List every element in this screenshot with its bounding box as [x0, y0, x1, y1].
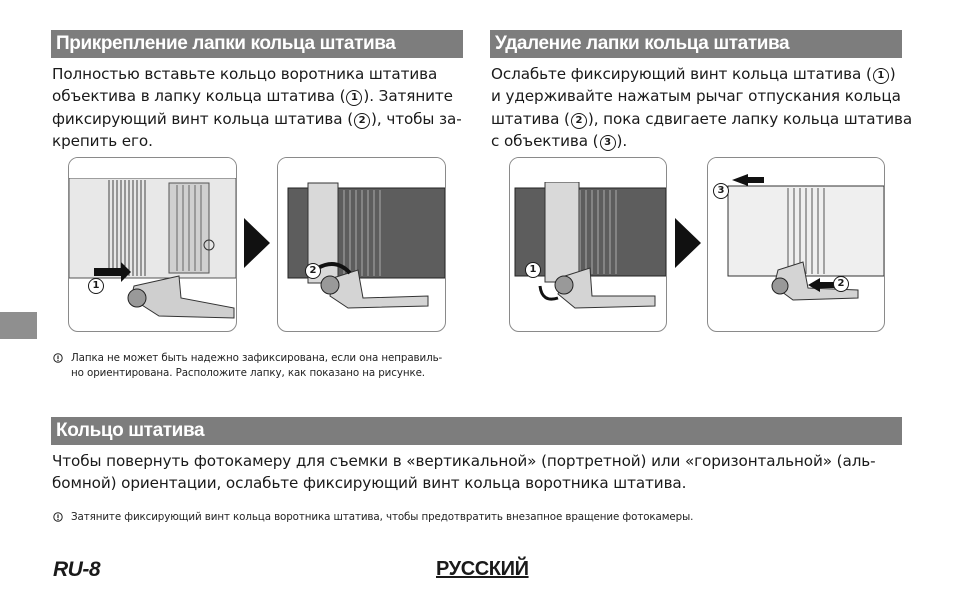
paragraph-line: Чтобы повернуть фотокамеру для съемки в «вертикальной» (портретной) или «горизонтальной» (аль- [52, 452, 876, 470]
inline-callout-number: 2 [354, 113, 370, 129]
paragraph-line: Полностью вставьте кольцо воротника штатива [52, 65, 438, 83]
inline-callout-number: 2 [571, 113, 587, 129]
inline-callout-number: 1 [346, 90, 362, 106]
callout-1: 1 [525, 262, 541, 278]
section-heading-ring: Кольцо штатива [51, 417, 902, 445]
lens-illustration-loosen [510, 158, 666, 331]
callout-3: 3 [713, 183, 729, 199]
note-line: Лапка не может быть надежно зафиксирована, если она неправиль- [71, 352, 443, 364]
caution-icon [53, 353, 63, 363]
caution-icon [53, 512, 63, 522]
note-ring [53, 510, 903, 526]
language-label: РУССКИЙ [436, 558, 529, 580]
paragraph-line: фиксирующий винт кольца штатива ( 2 ), чтобы за- [52, 109, 462, 128]
paragraph-line: и удерживайте нажатым рычаг отпускания кольца [491, 87, 901, 106]
callout-2: 2 [833, 276, 849, 292]
paragraph-line: объектива в лапку кольца штатива ( 1 ). Затяните [52, 87, 453, 106]
paragraph-line: бомной) ориентации, ослабьте фиксирующий винт кольца воротника штатива. [52, 474, 687, 493]
callout-1: 1 [88, 278, 104, 294]
paragraph-ring [52, 450, 902, 495]
paragraph-line: штатива ( 2 ), пока сдвигаете лапку кольца штатива [491, 109, 913, 128]
paragraph-attach [52, 63, 462, 153]
note-attach [53, 351, 473, 383]
page-number: RU-8 [53, 558, 101, 581]
figure-loosen-screw [509, 157, 667, 332]
paragraph-line: Ослабьте фиксирующий винт кольца штатива ( 1 ) [491, 65, 896, 83]
arrow-next-step-1 [244, 218, 270, 268]
side-tab-marker [0, 312, 37, 339]
paragraph-line: с объектива ( 3 ). [491, 132, 628, 151]
figure-slide-foot-off [707, 157, 885, 332]
inline-callout-number: 3 [600, 135, 616, 151]
paragraph-remove [491, 63, 913, 153]
figure-tighten-screw [277, 157, 446, 332]
section-heading-attach: Прикрепление лапки кольца штатива [51, 30, 463, 58]
section-heading-remove: Удаление лапки кольца штатива [490, 30, 902, 58]
lens-illustration-tighten [278, 158, 445, 331]
note-line: но ориентирована. Расположите лапку, как показано на рисунке. [71, 367, 425, 379]
figure-insert-ring [68, 157, 237, 332]
callout-2: 2 [305, 263, 321, 279]
arrow-next-step-2 [675, 218, 701, 268]
inline-callout-number: 1 [873, 68, 889, 84]
lens-illustration-slide [708, 158, 884, 331]
note-line: Затяните фиксирующий винт кольца воротника штатива, чтобы предотвратить внезапное вращение фотокамеры. [71, 511, 694, 523]
paragraph-line: крепить его. [52, 132, 153, 151]
lens-illustration-insert [69, 158, 236, 331]
